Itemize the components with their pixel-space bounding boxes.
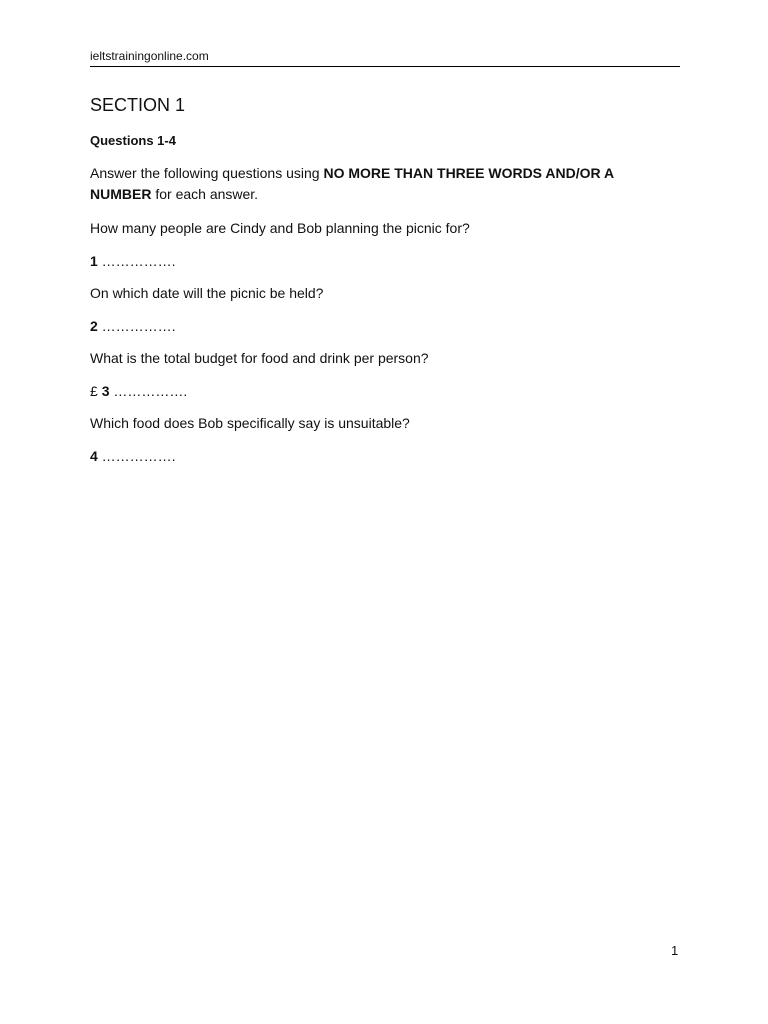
section-title: SECTION 1	[90, 95, 186, 115]
question-4-answer-line	[90, 447, 176, 465]
page-number: 1	[671, 943, 679, 958]
question-2-blank: …………….	[97, 318, 176, 334]
instructions-trail: for each answer.	[151, 186, 259, 202]
question-2-text: On which date will the picnic be held?	[90, 285, 324, 301]
question-1-number: 1	[90, 253, 98, 269]
questions-range-label: Questions 1-4	[90, 133, 176, 148]
question-1-answer-line	[90, 252, 176, 270]
instructions-paragraph	[90, 163, 650, 205]
question-3-prefix: £	[90, 383, 102, 399]
question-2-answer-line	[90, 317, 176, 335]
instructions-emphasis: NO MORE THAN THREE WORDS AND/OR A NUMBER	[90, 165, 614, 202]
header-site-text: ieltstrainingonline.com	[90, 49, 209, 63]
page-header	[90, 47, 680, 67]
question-3-number: 3	[101, 383, 110, 399]
question-4-text: Which food does Bob specifically say is unsuitable?	[90, 415, 410, 431]
question-2-number: 2	[90, 318, 98, 334]
question-3-text: What is the total budget for food and drink per person?	[90, 350, 429, 366]
question-4-number: 4	[90, 448, 98, 464]
question-1-text: How many people are Cindy and Bob planning the picnic for?	[90, 220, 470, 236]
question-1-blank: …………….	[97, 253, 176, 269]
question-3-answer-line	[90, 382, 187, 400]
question-3-blank: …………….	[109, 383, 188, 399]
question-4-blank: …………….	[97, 448, 176, 464]
instructions-lead: Answer the following questions using	[90, 165, 324, 181]
